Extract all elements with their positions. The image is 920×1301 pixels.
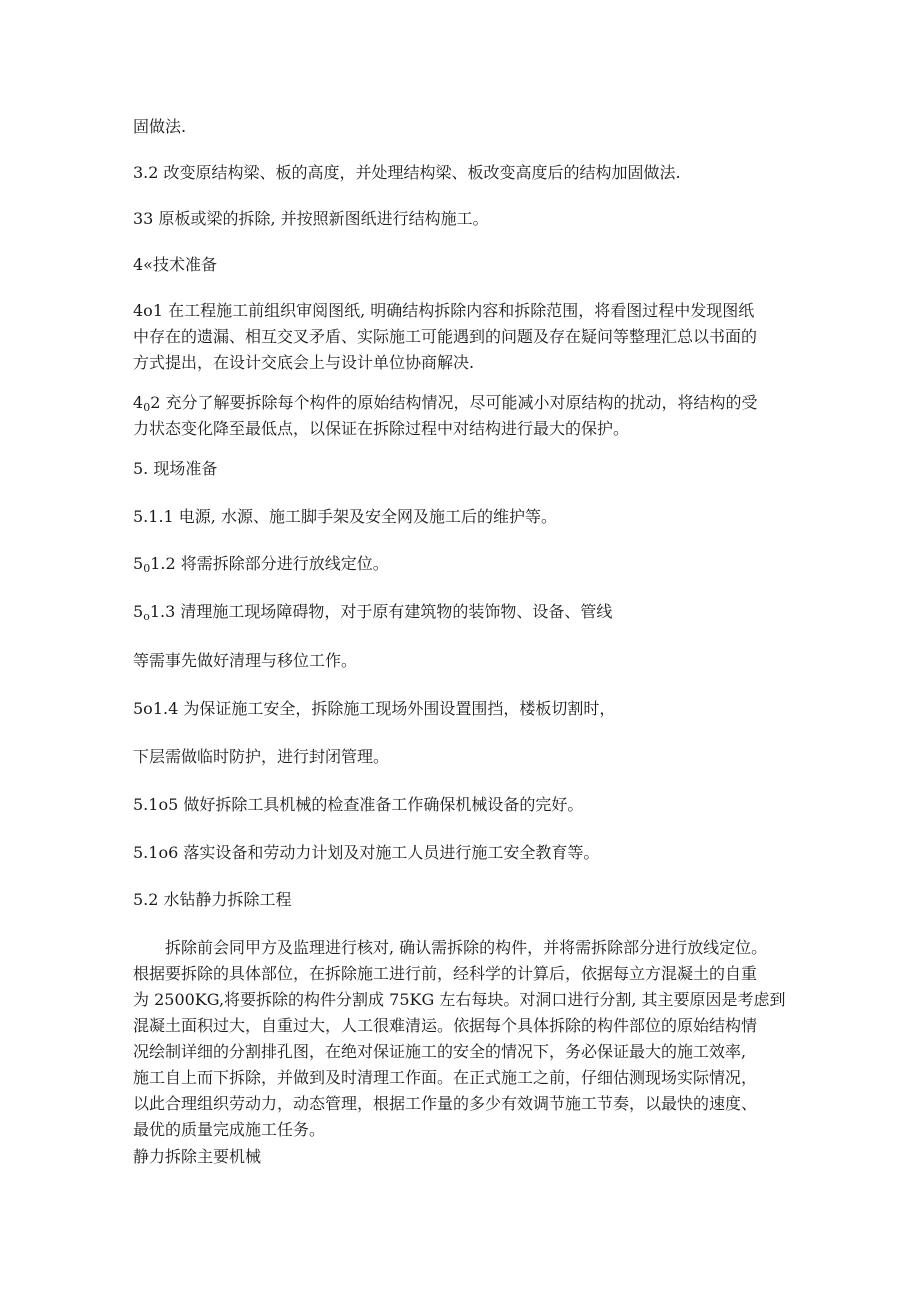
paragraph-4-2-subscript: 0 bbox=[143, 401, 151, 414]
paragraph-4-1-line-3: 方式提出，在设计交底会上与设计单位协商解决. bbox=[133, 353, 475, 372]
description-line-6: 施工自上而下拆除，并做到及时清理工作面。在正式施工之前，仔细估测现场实际情况， bbox=[133, 1068, 758, 1087]
description-line-4: 混凝土面积过大，自重过大，人工很难清运。依据每个具体拆除的构件部位的原始结构情 bbox=[133, 1016, 758, 1035]
description-line-7: 以此合理组织劳动力，动态管理，根据工作量的多少有效调节施工节奏，以最快的速度、 bbox=[133, 1094, 758, 1113]
description-line-8: 最优的质量完成施工任务。 bbox=[133, 1120, 326, 1139]
paragraph-5-1-5: 5.1o5 做好拆除工具机械的检查准备工作确保机械设备的完好。 bbox=[133, 795, 584, 814]
heading-site-preparation: 5. 现场准备 bbox=[133, 459, 218, 478]
paragraph-3-3: 33 原板或梁的拆除, 并按照新图纸进行结构施工。 bbox=[133, 209, 489, 228]
paragraph-4-1-line-1: 4o1 在工程施工前组织审阅图纸, 明确结构拆除内容和拆除范围，将看图过程中发现图纸 bbox=[133, 301, 755, 320]
paragraph-continuation: 固做法. bbox=[133, 117, 187, 136]
paragraph-5-1-3-continuation: 等需事先做好清理与移位工作。 bbox=[133, 651, 358, 670]
description-line-1: 拆除前会同甲方及监理进行核对, 确认需拆除的构件，并将需拆除部分进行放线定位。 bbox=[133, 938, 768, 957]
description-line-5: 况绘制详细的分割排孔图，在绝对保证施工的安全的情况下，务必保证最大的施工效率, bbox=[133, 1042, 747, 1061]
paragraph-4-2-line-1 bbox=[133, 390, 813, 416]
paragraph-5-1-4: 5o1.4 为保证施工安全，拆除施工现场外围设置围挡，楼板切割时， bbox=[133, 699, 616, 718]
paragraph-5-1-3-prefix: 5 bbox=[133, 602, 144, 621]
paragraph-demolition-description bbox=[133, 935, 813, 1143]
paragraph-4-2 bbox=[133, 390, 813, 442]
heading-technical-preparation: 4«技术准备 bbox=[133, 255, 217, 274]
paragraph-5-1-2-text: 1.2 将需拆除部分进行放线定位。 bbox=[150, 554, 389, 573]
paragraph-4-1-line-2: 中存在的遗漏、相互交叉矛盾、实际施工可能遇到的问题及存在疑问等整理汇总以书面的 bbox=[133, 327, 758, 346]
paragraph-5-1-2-subscript: 0 bbox=[143, 562, 151, 575]
paragraph-5-1-3 bbox=[133, 599, 813, 625]
paragraph-5-1-1: 5.1.1 电源, 水源、施工脚手架及安全网及施工后的维护等。 bbox=[133, 507, 557, 526]
paragraph-5-1-2-prefix: 5 bbox=[133, 554, 144, 573]
description-line-2: 根据要拆除的具体部位，在拆除施工进行前，经科学的计算后，依据每立方混凝土的自重 bbox=[133, 964, 758, 983]
paragraph-3-2: 3.2 改变原结构梁、板的高度，并处理结构梁、板改变高度后的结构加固做法. bbox=[133, 163, 681, 182]
paragraph-5-1-3-subscript: o bbox=[143, 610, 150, 623]
paragraph-5-1-3-text: 1.3 清理施工现场障碍物，对于原有建筑物的装饰物、设备、管线 bbox=[149, 602, 613, 621]
paragraph-4-2-line-1-text: 2 充分了解要拆除每个构件的原始结构情况，尽可能减小对原结构的扰动，将结构的受 bbox=[150, 393, 758, 412]
paragraph-5-1-6: 5.1o6 落实设备和劳动力计划及对施工人员进行施工安全教育等。 bbox=[133, 843, 600, 862]
paragraph-4-2-line-2: 力状态变化降至最低点，以保证在拆除过程中对结构进行最大的保护。 bbox=[133, 419, 630, 438]
paragraph-4-2-prefix: 4 bbox=[133, 393, 144, 412]
paragraph-4-1 bbox=[133, 298, 813, 376]
description-line-3: 为 2500KG,将要拆除的构件分割成 75KG 左右每块。对洞口进行分割, 其主要原因是考虑到 bbox=[133, 990, 786, 1009]
heading-main-machinery: 静力拆除主要机械 bbox=[133, 1147, 262, 1166]
paragraph-5-1-2 bbox=[133, 551, 813, 577]
heading-water-drill-demolition: 5.2 水钻静力拆除工程 bbox=[133, 890, 292, 909]
paragraph-5-1-4-continuation: 下层需做临时防护，进行封闭管理。 bbox=[133, 747, 390, 766]
